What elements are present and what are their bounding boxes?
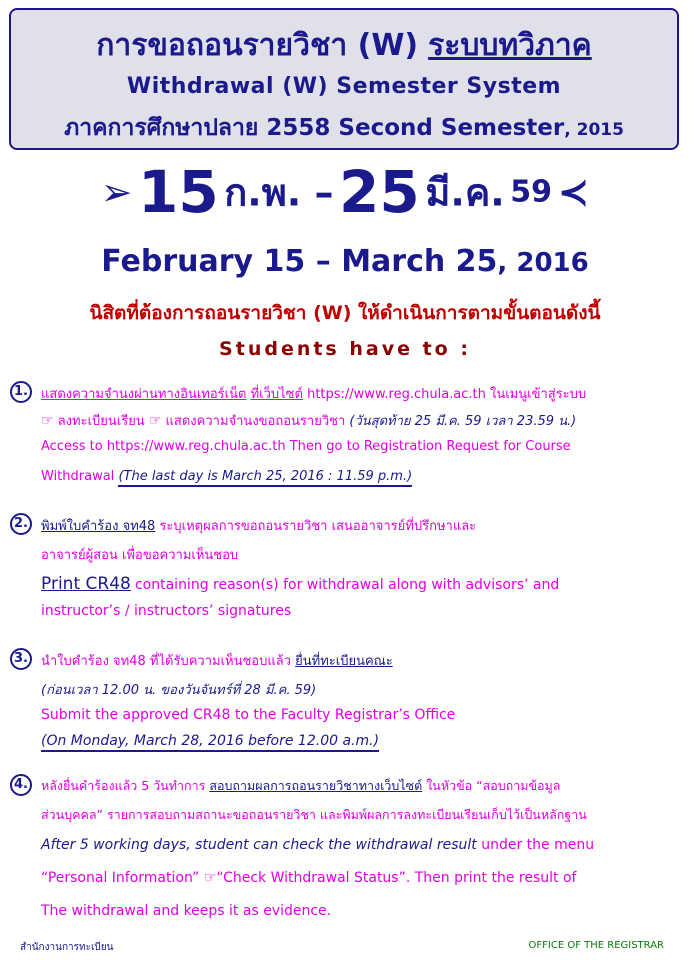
pointing-hand-icon: ☞ <box>148 413 162 429</box>
date-english-year: , 2016 <box>497 248 589 278</box>
step-1-thai-c[interactable]: https://www.reg.chula.ac.th ในเมนูเข้าสู่ระบบ <box>307 387 587 402</box>
step-1-deadline-thai: (วันสุดท้าย 25 มี.ค. 59 เวลา 23.59 น.) <box>349 414 577 429</box>
step-3-thai-2: (ก่อนเวลา 12.00 น. ของวันจันทร์ที่ 28 มี.ค. 59) <box>41 683 317 698</box>
step-2-line-3 <box>41 574 559 594</box>
step-1-english-1: Access to https://www.reg.chula.ac.th Then go to Registration Request for Course <box>41 439 571 454</box>
month-start: ก.พ. – <box>224 170 334 215</box>
step-2-english-1: containing reason(s) for withdrawal along with advisors’ and <box>134 577 560 593</box>
step-1-thai-b: ที่เว็บไซต์ <box>250 387 303 402</box>
title-thai-underlined: ระบบทวิภาค <box>428 28 592 63</box>
instructions-thai: นิสิตที่ต้องการถอนรายวิชา (W) ให้ดำเนินการตามขั้นตอนดังนี้ <box>89 302 601 324</box>
date-range-thai <box>0 158 690 226</box>
step-number-2: 2. <box>10 513 32 535</box>
step-1-deadline-english: (The last day is March 25, 2016 : 11.59 p.m.) <box>118 469 412 487</box>
step-3-thai-a: นำใบคำร้อง จท48 ที่ได้รับความเห็นชอบแล้ว <box>41 654 291 669</box>
step-3-line-1 <box>41 650 393 671</box>
step-3-english-2: (On Monday, March 28, 2016 before 12.00 a.m.) <box>41 733 379 752</box>
step-1-line-4 <box>41 469 412 484</box>
step-3-english-1: Submit the approved CR48 to the Faculty Registrar’s Office <box>41 707 456 723</box>
title-thai-text: การขอถอนรายวิชา (W) <box>96 28 419 63</box>
semester-year: , 2015 <box>564 120 624 140</box>
step-4-english-3: The withdrawal and keeps it as evidence. <box>41 903 332 919</box>
arrow-right-icon: ➢ <box>100 170 133 214</box>
footer-office-thai: สำนักงานการทะเบียน <box>20 942 114 953</box>
step-1-line-1 <box>41 383 586 404</box>
step-4-personal-info: “Personal Information” <box>41 870 200 886</box>
day-end: 25 <box>339 158 420 226</box>
year-thai: 59 <box>510 174 552 210</box>
step-number-3: 3. <box>10 648 32 670</box>
step-2-thai-b: ระบุเหตุผลการขอถอนรายวิชา เสนออาจารย์ที่ปรึกษาและ <box>159 519 477 534</box>
title-thai <box>11 22 677 69</box>
step-1-menu-register: ลงทะเบียนเรียน <box>57 414 145 429</box>
step-4-thai-a: หลังยื่นคำร้องแล้ว 5 วันทำการ <box>41 778 206 793</box>
step-number-4: 4. <box>10 774 32 796</box>
day-start: 15 <box>137 158 219 226</box>
date-english-text: February 15 – March 25 <box>101 244 498 279</box>
step-4-line-3 <box>41 837 594 853</box>
pointing-hand-icon: ☞ <box>203 870 217 886</box>
step-2-english-2: instructor’s / instructors’ signatures <box>41 603 292 619</box>
month-end: มี.ค. <box>425 170 505 215</box>
print-cr48-link[interactable]: Print CR48 <box>41 574 131 594</box>
step-4-english-1b: under the menu <box>481 837 595 853</box>
step-4-english-1a: After 5 working days, student can check the withdrawal result <box>41 837 477 853</box>
step-3-thai-b: ยื่นที่ทะเบียนคณะ <box>295 654 393 669</box>
header-box <box>9 8 679 150</box>
arrow-left-icon: ≺ <box>557 170 590 214</box>
step-2-thai-a: พิมพ์ใบคำร้อง จท48 <box>41 519 156 534</box>
pointing-hand-icon: ☞ <box>41 413 54 429</box>
step-1-thai-a: แสดงความจำนงผ่านทางอินเทอร์เน็ต <box>41 387 247 402</box>
semester-line <box>11 110 677 146</box>
step-4-check-status: “Check Withdrawal Status”. Then print the result of <box>216 870 577 886</box>
step-1-menu-withdraw: แสดงความจำนงขอถอนรายวิชา <box>165 414 346 429</box>
step-2-line-1 <box>41 515 476 536</box>
step-3-line-4 <box>41 733 379 749</box>
step-2-thai-2: อาจารย์ผู้สอน เพื่อขอความเห็นชอบ <box>41 548 239 563</box>
instructions-english: Students have to : <box>219 338 471 360</box>
title-english: Withdrawal (W) Semester System <box>126 74 562 99</box>
semester-text: ภาคการศึกษาปลาย 2558 Second Semester <box>64 115 565 141</box>
step-number-1: 1. <box>10 381 32 403</box>
step-1-line-2 <box>41 410 576 431</box>
date-range-english <box>0 244 690 279</box>
footer-office-english: OFFICE OF THE REGISTRAR <box>528 940 664 951</box>
step-4-line-4 <box>41 870 576 886</box>
step-1-english-2: Withdrawal <box>41 469 115 484</box>
step-4-line-1 <box>41 776 560 796</box>
step-4-thai-b: สอบถามผลการถอนรายวิชาทางเว็บไซต์ <box>209 778 423 793</box>
step-4-thai-2: ส่วนบุคคล” รายการสอบถามสถานะขอถอนรายวิชา และพิมพ์ผลการลงทะเบียนเรียนเก็บไว้เป็นหลักฐาน <box>41 807 587 822</box>
step-4-thai-c: ในหัวข้อ “สอบถามข้อมูล <box>426 778 561 793</box>
